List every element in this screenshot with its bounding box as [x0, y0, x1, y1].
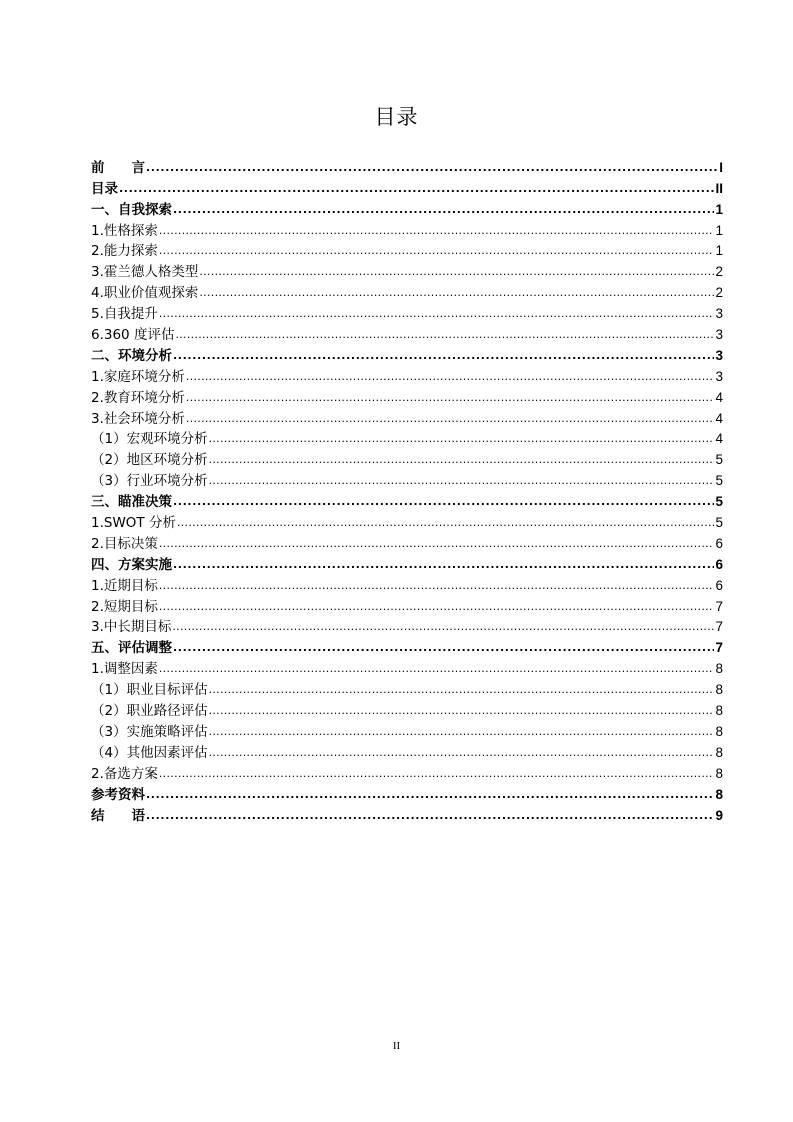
toc-entry-page-number: 7 — [715, 598, 723, 614]
toc-entry-label: （2）职业路径评估 — [91, 703, 208, 720]
toc-entry[interactable] — [91, 553, 723, 574]
toc-entry[interactable] — [91, 636, 723, 657]
toc-entry[interactable] — [91, 762, 723, 783]
toc-dot-leader — [119, 180, 714, 198]
toc-entry-page-number: 3 — [715, 327, 723, 343]
toc-entry-page-number: 9 — [715, 807, 723, 823]
toc-dot-leader — [159, 577, 715, 595]
toc-entry[interactable] — [91, 407, 723, 428]
toc-entry-page-number: 3 — [715, 347, 723, 363]
toc-dot-leader — [173, 347, 714, 365]
toc-dot-leader — [159, 660, 715, 678]
page-number: II — [392, 1040, 401, 1052]
toc-dot-leader — [146, 786, 714, 804]
toc-entry-page-number: 8 — [715, 661, 723, 677]
toc-entry[interactable] — [91, 490, 723, 511]
toc-dot-leader — [209, 430, 715, 448]
toc-entry-page-number: 8 — [715, 703, 723, 719]
toc-entry-page-number: 1 — [715, 201, 723, 217]
toc-dot-leader — [175, 326, 714, 344]
toc-dot-leader — [186, 410, 715, 428]
toc-entry-label: 2.能力探索 — [91, 243, 158, 260]
toc-entry[interactable] — [91, 657, 723, 678]
toc-entry[interactable] — [91, 281, 723, 302]
toc-dot-leader — [172, 618, 714, 636]
toc-entry[interactable] — [91, 783, 723, 804]
toc-entry[interactable] — [91, 595, 723, 616]
toc-entry-label: 目录 — [91, 180, 118, 197]
toc-entry-page-number: 5 — [715, 494, 723, 510]
toc-entry-label: 3.中长期目标 — [91, 619, 172, 636]
toc-entry[interactable] — [91, 804, 723, 825]
toc-entry[interactable] — [91, 219, 723, 240]
toc-entry-page-number: 3 — [715, 368, 723, 384]
toc-entry-page-number: 6 — [715, 535, 723, 551]
toc-entry[interactable] — [91, 386, 723, 407]
toc-entry-label: 2.备选方案 — [91, 765, 158, 782]
toc-dot-leader — [199, 263, 714, 281]
toc-dot-leader — [159, 535, 715, 553]
toc-dot-leader — [186, 389, 715, 407]
toc-entry[interactable] — [91, 156, 723, 177]
toc-dot-leader — [173, 201, 714, 219]
toc-entry-label: 1.调整因素 — [91, 661, 158, 678]
toc-entry-label: （4）其他因素评估 — [91, 744, 208, 761]
toc-entry-page-number: 8 — [715, 682, 723, 698]
toc-entry-page-number: 6 — [715, 577, 723, 593]
toc-entry[interactable] — [91, 532, 723, 553]
toc-entry-page-number: 5 — [715, 473, 723, 489]
toc-entry[interactable] — [91, 616, 723, 637]
toc-dot-leader — [173, 493, 714, 511]
toc-entry-page-number: 4 — [715, 410, 723, 426]
toc-entry-page-number: 8 — [715, 765, 723, 781]
toc-dot-leader — [209, 744, 715, 762]
toc-entry[interactable] — [91, 699, 723, 720]
toc-entry-page-number: 3 — [715, 306, 723, 322]
toc-dot-leader — [209, 472, 715, 490]
toc-dot-leader — [159, 222, 715, 240]
toc-dot-leader — [173, 639, 714, 657]
toc-entry-label: 1.SWOT 分析 — [91, 515, 176, 532]
toc-entry[interactable] — [91, 469, 723, 490]
toc-entry-label: （3）实施策略评估 — [91, 723, 208, 740]
toc-entry-label: 4.职业价值观探索 — [91, 285, 199, 302]
toc-dot-leader — [209, 451, 715, 469]
toc-entry-page-number: 8 — [715, 723, 723, 739]
toc-entry[interactable] — [91, 365, 723, 386]
toc-entry-label: 三、瞄准决策 — [91, 494, 172, 511]
toc-entry-label: （1）宏观环境分析 — [91, 431, 208, 448]
toc-dot-leader — [146, 807, 714, 825]
toc-entry-label: 四、方案实施 — [91, 556, 172, 573]
toc-entry-label: 结 语 — [91, 807, 145, 824]
toc-entry[interactable] — [91, 344, 723, 365]
toc-entry-page-number: 6 — [715, 556, 723, 572]
toc-entry-page-number: 7 — [715, 640, 723, 656]
toc-dot-leader — [186, 368, 715, 386]
toc-entry-label: 1.性格探索 — [91, 222, 158, 239]
toc-entry[interactable] — [91, 428, 723, 449]
toc-entry-page-number: 2 — [715, 285, 723, 301]
toc-dot-leader — [173, 556, 714, 574]
toc-entry[interactable] — [91, 741, 723, 762]
toc-entry[interactable] — [91, 720, 723, 741]
toc-entry-page-number: 1 — [715, 222, 723, 238]
toc-entry-label: 3.霍兰德人格类型 — [91, 264, 199, 281]
toc-entry-page-number: 5 — [715, 452, 723, 468]
toc-entry[interactable] — [91, 678, 723, 699]
toc-entry-label: （3）行业环境分析 — [91, 473, 208, 490]
toc-entry-label: 6.360 度评估 — [91, 327, 175, 344]
toc-entry[interactable] — [91, 198, 723, 219]
toc-entry-page-number: I — [719, 159, 723, 175]
toc-entry[interactable] — [91, 574, 723, 595]
toc-entry[interactable] — [91, 323, 723, 344]
toc-entry-page-number: 1 — [715, 243, 723, 259]
toc-entry-label: （1）职业目标评估 — [91, 682, 208, 699]
toc-entry-label: 2.目标决策 — [91, 535, 158, 552]
toc-entry-label: 一、自我探索 — [91, 201, 172, 218]
toc-entry-page-number: 8 — [715, 744, 723, 760]
toc-entry-label: 2.短期目标 — [91, 598, 158, 615]
toc-entry-label: 五、评估调整 — [91, 640, 172, 657]
toc-entry-label: 2.教育环境分析 — [91, 389, 185, 406]
toc-entry[interactable] — [91, 240, 723, 261]
toc-entry-label: （2）地区环境分析 — [91, 452, 208, 469]
toc-dot-leader — [146, 159, 718, 177]
toc-entry-label: 参考资料 — [91, 786, 145, 803]
toc-entry-label: 1.家庭环境分析 — [91, 368, 185, 385]
toc-entry-page-number: 4 — [715, 431, 723, 447]
toc-entry[interactable] — [91, 260, 723, 281]
toc-entry-page-number: II — [715, 180, 723, 196]
toc-entry-label: 二、环境分析 — [91, 347, 172, 364]
toc-dot-leader — [209, 723, 715, 741]
toc-entry-label: 前 言 — [91, 159, 145, 176]
toc-entry[interactable] — [91, 511, 723, 532]
toc-entry-page-number: 7 — [715, 619, 723, 635]
toc-entry-page-number: 4 — [715, 389, 723, 405]
toc-entry[interactable] — [91, 448, 723, 469]
toc-dot-leader — [159, 305, 715, 323]
toc-dot-leader — [199, 284, 714, 302]
toc-dot-leader — [177, 514, 715, 532]
table-of-contents — [91, 156, 723, 825]
toc-entry-page-number: 2 — [715, 264, 723, 280]
toc-entry-page-number: 8 — [715, 786, 723, 802]
toc-dot-leader — [209, 702, 715, 720]
toc-entry[interactable] — [91, 177, 723, 198]
toc-entry-page-number: 5 — [715, 515, 723, 531]
toc-dot-leader — [209, 681, 715, 699]
toc-dot-leader — [159, 242, 715, 260]
toc-entry[interactable] — [91, 302, 723, 323]
toc-dot-leader — [159, 598, 715, 616]
page-title: 目录 — [374, 105, 419, 129]
toc-dot-leader — [159, 765, 715, 783]
toc-entry-label: 1.近期目标 — [91, 577, 158, 594]
toc-entry-label: 5.自我提升 — [91, 306, 158, 323]
toc-entry-label: 3.社会环境分析 — [91, 410, 185, 427]
